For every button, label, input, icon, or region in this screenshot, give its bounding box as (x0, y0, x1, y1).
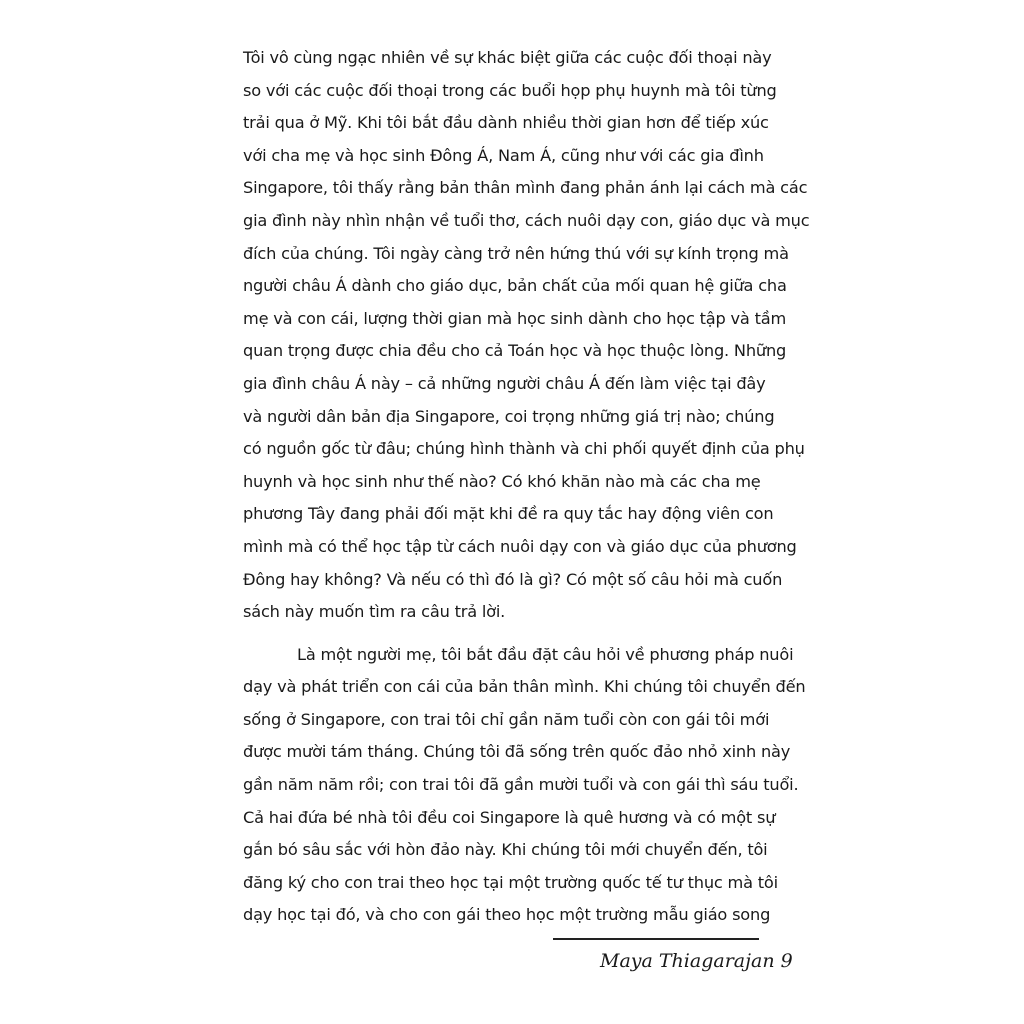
text-line: người châu Á dành cho giáo dục, bản chất của mối quan hệ giữa cha (243, 276, 787, 296)
text-line: sách này muốn tìm ra câu trả lời. (243, 602, 506, 622)
text-line: Cả hai đứa bé nhà tôi đều coi Singapore là quê hương và có một sự (243, 807, 776, 827)
text-line: Là một người mẹ, tôi bắt đầu đặt câu hỏi về phương pháp nuôi (297, 644, 794, 664)
text-line: Tôi vô cùng ngạc nhiên về sự khác biệt giữa các cuộc đối thoại này (243, 48, 772, 67)
text-line: đích của chúng. Tôi ngày càng trở nên hứng thú với sự kính trọng mà (243, 243, 789, 263)
text-line: với cha mẹ và học sinh Đông Á, Nam Á, cũng như với các gia đình (243, 145, 764, 165)
body-text (243, 42, 810, 932)
text-line: dạy và phát triển con cái của bản thân mình. Khi chúng tôi chuyển đến (243, 677, 806, 697)
text-line: Đông hay không? Và nếu có thì đó là gì? Có một số câu hỏi mà cuốn (243, 569, 783, 589)
text-line: so với các cuộc đối thoại trong các buổi họp phụ huynh mà tôi từng (243, 80, 777, 100)
text-line: sống ở Singapore, con trai tôi chỉ gần năm tuổi còn con gái tôi mới (243, 709, 770, 729)
text-line: đăng ký cho con trai theo học tại một trường quốc tế tư thục mà tôi (243, 872, 778, 892)
text-line: mình mà có thể học tập từ cách nuôi dạy con và giáo dục của phương (243, 536, 797, 556)
text-line: và người dân bản địa Singapore, coi trọng những giá trị nào; chúng (243, 406, 775, 426)
footer-author: Maya Thiagarajan (600, 950, 775, 972)
footer-rule (553, 938, 759, 940)
text-line: phương Tây đang phải đối mặt khi đề ra quy tắc hay động viên con (243, 504, 774, 524)
text-line: gắn bó sâu sắc với hòn đảo này. Khi chúng tôi mới chuyển đến, tôi (243, 840, 768, 860)
text-line: trải qua ở Mỹ. Khi tôi bắt đầu dành nhiều thời gian hơn để tiếp xúc (243, 113, 769, 133)
page-number: 9 (780, 950, 793, 972)
paragraph-gap (243, 629, 757, 639)
text-line: gia đình này nhìn nhận về tuổi thơ, cách nuôi dạy con, giáo dục và mục (243, 210, 810, 230)
text-line: dạy học tại đó, và cho con gái theo học một trường mẫu giáo song (243, 905, 771, 925)
text-line: quan trọng được chia đều cho cả Toán học và học thuộc lòng. Những (243, 341, 787, 361)
text-line: được mười tám tháng. Chúng tôi đã sống trên quốc đảo nhỏ xinh này (243, 742, 791, 762)
text-line: có nguồn gốc từ đâu; chúng hình thành và chi phối quyết định của phụ (243, 439, 805, 459)
paragraph-2 (243, 639, 806, 932)
text-line: gia đình châu Á này – cả những người châu Á đến làm việc tại đây (243, 373, 766, 393)
text-line: gần năm năm rồi; con trai tôi đã gần mười tuổi và con gái thì sáu tuổi. (243, 775, 799, 795)
text-line: mẹ và con cái, lượng thời gian mà học sinh dành cho học tập và tầm (243, 308, 787, 328)
paragraph-1 (243, 42, 810, 629)
running-footer (600, 950, 793, 972)
text-line: Singapore, tôi thấy rằng bản thân mình đang phản ánh lại cách mà các (243, 178, 808, 198)
text-line: huynh và học sinh như thế nào? Có khó khăn nào mà các cha mẹ (243, 471, 761, 491)
